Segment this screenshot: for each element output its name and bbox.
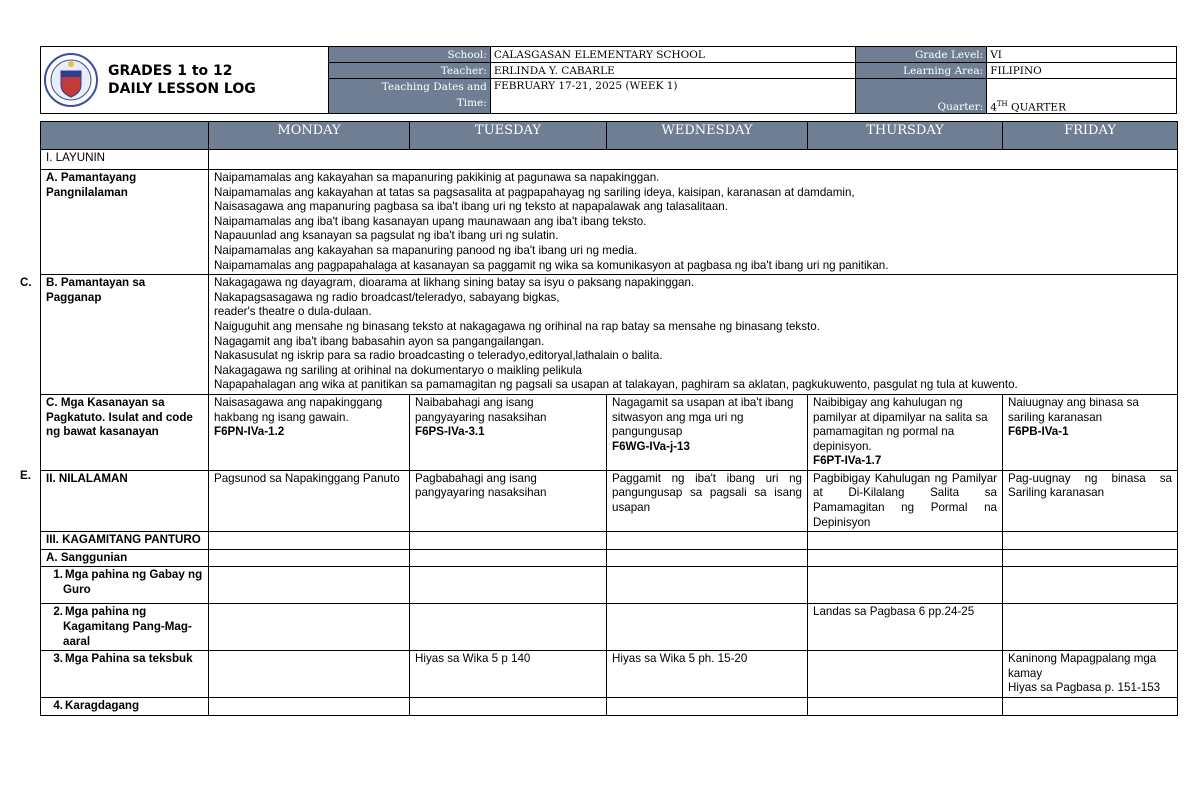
kasanayan-friday (1003, 394, 1178, 470)
karagdagang-cell (808, 698, 1003, 716)
karagdagang-cell (209, 698, 410, 716)
pagganap-line: Nakapagsasagawa ng radio broadcast/teleradyo, sabayang bigkas, (214, 290, 560, 304)
karagdagang-label (41, 698, 209, 716)
teaching-dates-label-1: Teaching Dates and (381, 81, 487, 94)
pamantayang-line: Naisasagawa ang mapanuring pagbasa sa iba't ibang uri ng teksto at napapalawak ang talasalitaan. (214, 200, 728, 214)
nilalaman-wednesday: Paggamit ng iba't ibang uri ng pangungusap sa pagsali sa isang usapan (607, 470, 808, 531)
pagganap-line: Napapahalagan ang wika at panitikan sa pamamagitan ng pagsali sa usapan at talakayan, paghiram sa aklatan, pagkukuwento, pasgulat ng tula at kuwento. (214, 378, 1018, 392)
pagganap-line: Nakagagawa ng dayagram, dioarama at likhang sining batay sa isyu o paksang napakinggan. (214, 276, 695, 290)
sanggunian-cell (808, 549, 1003, 567)
sanggunian-cell (209, 549, 410, 567)
teaching-dates-label (329, 79, 491, 114)
item-number: 2. (53, 605, 63, 619)
kasanayan-code: F6PN-IVa-1.2 (214, 425, 285, 439)
side-marker-e: E. (20, 469, 31, 482)
school-value: CALASGASAN ELEMENTARY SCHOOL (490, 47, 856, 63)
pamantayang-line: Naipamamalas ang kakayahan sa mapanuring panood ng iba't ibang uri ng media. (214, 243, 638, 257)
sanggunian-cell (410, 549, 607, 567)
kagamitang-pang-mag-aaral-label (41, 604, 209, 651)
pagganap-line: Naiguguhit ang mensahe ng binasang teksto at nakagagawa ng orihinal na rap batay sa mensahe ng binasang teksto. (214, 319, 820, 333)
kasanayan-text: Naiuugnay ang binasa sa sariling karanasan (1008, 395, 1139, 424)
teksbuk-cell (209, 651, 410, 698)
pamantayang-line: Naipamamalas ang kakayahan at tatas sa pagsasalita at pagpapahayag ng sariling ideya, kaisipan, karanasan at damdamin, (214, 185, 855, 199)
gabay-ng-guro-label (41, 567, 209, 604)
item-number: 4. (53, 699, 63, 712)
gabay-cell (607, 567, 808, 604)
kasanayan-text: Naisasagawa ang napakinggang hakbang ng isang gawain. (214, 395, 383, 424)
pagganap-line: reader's theatre o dula-dulaan. (214, 305, 372, 319)
item-number: 1. (53, 568, 63, 582)
day-header-wednesday: WEDNESDAY (607, 122, 808, 150)
kasanayan-tuesday (410, 394, 607, 470)
pamantayan-sa-pagganap-label: B. Pamantayan sa Pagganap (41, 275, 209, 395)
kasanayan-wednesday (607, 394, 808, 470)
pagganap-line: Nagagamit ang iba't ibang babasahin ayon sa pangangailangan. (214, 334, 545, 348)
kagamitang-cell (1003, 532, 1178, 550)
teksbuk-text: Mga Pahina sa teksbuk (65, 652, 193, 666)
corner-header (41, 122, 209, 150)
school-label: School: (329, 47, 491, 63)
kasanayan-code: F6PS-IVa-3.1 (415, 425, 485, 439)
kagamitan-cell (1003, 604, 1178, 651)
kasanayan-label: C. Mga Kasanayan sa Pagkatuto. Isulat and code ng bawat kasanayan (41, 394, 209, 470)
layunin-cell (209, 150, 1178, 170)
deped-seal-icon (44, 53, 98, 107)
grade-level-value: VI (987, 47, 1177, 63)
lesson-info-table (328, 46, 1177, 114)
karagdagang-text: Karagdagang (65, 699, 140, 712)
gabay-cell (209, 567, 410, 604)
kagamitang-cell (209, 532, 410, 550)
quarter-number: 4 (990, 101, 997, 113)
pagganap-line: Nakagagawa ng sariling at orihinal na dokumentaryo o maikling pelikula (214, 363, 582, 377)
teacher-value: ERLINDA Y. CABARLE (490, 63, 856, 79)
kagamitan-cell (209, 604, 410, 651)
teksbuk-friday-line: Hiyas sa Pagbasa p. 151-153 (1008, 681, 1161, 695)
teaching-dates-label-2: Time: (456, 97, 487, 110)
kasanayan-thursday (808, 394, 1003, 470)
karagdagang-cell (1003, 698, 1178, 716)
quarter-suffix: TH (996, 99, 1008, 108)
title-line-2: DAILY LESSON LOG (108, 81, 256, 97)
gabay-ng-guro-text: Mga pahina ng Gabay ng Guro (63, 568, 203, 597)
kasanayan-code: F6PT-IVa-1.7 (813, 454, 882, 468)
nilalaman-thursday: Pagbibigay Kahulugan ng Pamilyar at Di-Kilalang Salita sa Pamamagitan ng Pormal na Depinisyon (808, 470, 1003, 531)
pamantayang-line: Naipamamalas ang kakayahan sa mapanuring pakikinig at pagunawa sa napakinggan. (214, 171, 660, 184)
pamantayang-line: Naipamamalas ang iba't ibang kasanayan upang maunawaan ang iba't ibang teksto. (214, 214, 647, 228)
sanggunian-cell (607, 549, 808, 567)
pamantayang-pangnilalaman-label: A. Pamantayang Pangnilalaman (41, 170, 209, 275)
learning-area-value: FILIPINO (987, 63, 1177, 79)
title-line-1: GRADES 1 to 12 (108, 63, 233, 79)
pamantayang-line: Naipamamalas ang pagpapahalaga at kasanayan sa paggamit ng wika sa komunikasyon at pagbasa ng iba't ibang uri ng panitikan. (214, 258, 889, 272)
daily-lesson-table (40, 121, 1178, 716)
kasanayan-code: F6PB-IVa-1 (1008, 425, 1069, 439)
quarter-label: Quarter: (856, 79, 987, 114)
teksbuk-friday (1003, 651, 1178, 698)
item-number: 3. (53, 652, 63, 666)
kagamitang-panturo-label: III. KAGAMITANG PANTURO (41, 532, 209, 550)
karagdagang-cell (607, 698, 808, 716)
kasanayan-monday (209, 394, 410, 470)
sanggunian-cell (1003, 549, 1178, 567)
karagdagang-cell (410, 698, 607, 716)
teksbuk-friday-line: Kaninong Mapagpalang mga kamay (1008, 652, 1157, 680)
gabay-cell (808, 567, 1003, 604)
quarter-word: QUARTER (1007, 101, 1067, 113)
kasanayan-text: Nagagamit sa usapan at iba't ibang sitwasyon ang mga uri ng pangungusap (612, 395, 794, 439)
pamantayang-line: Napauunlad ang ksanayan sa pagsulat ng iba't ibang uri ng sulatin. (214, 229, 559, 243)
sanggunian-label: A. Sanggunian (41, 549, 209, 567)
pamantayang-pangnilalaman-content (209, 170, 1178, 275)
teacher-label: Teacher: (329, 63, 491, 79)
kagamitang-cell (607, 532, 808, 550)
kagamitang-cell (410, 532, 607, 550)
kagamitang-cell (808, 532, 1003, 550)
page-title (108, 62, 256, 98)
nilalaman-monday: Pagsunod sa Napakinggang Panuto (209, 470, 410, 531)
side-marker-c: C. (20, 276, 32, 289)
gabay-cell (1003, 567, 1178, 604)
kasanayan-text: Naibibigay ang kahulugan ng pamilyar at dipamilyar na salita sa pamamagitan ng pormal na depinisyon. (813, 395, 988, 453)
kagamitan-cell (410, 604, 607, 651)
teksbuk-tuesday: Hiyas sa Wika 5 p 140 (410, 651, 607, 698)
day-header-monday: MONDAY (209, 122, 410, 150)
kasanayan-code: F6WG-IVa-j-13 (612, 439, 690, 453)
nilalaman-tuesday: Pagbabahagi ang isang pangyayaring nasaksihan (410, 470, 607, 531)
pamantayan-sa-pagganap-content (209, 275, 1178, 395)
quarter-value (987, 79, 1177, 114)
kagamitan-cell (607, 604, 808, 651)
kagamitang-pang-mag-aaral-text: Mga pahina ng Kagamitang Pang-Mag-aaral (63, 605, 192, 648)
grade-level-label: Grade Level: (856, 47, 987, 63)
teaching-dates-value: FEBRUARY 17-21, 2025 (WEEK 1) (490, 79, 856, 114)
kagamitan-thursday: Landas sa Pagbasa 6 pp.24-25 (808, 604, 1003, 651)
pagganap-line: Nakasusulat ng iskrip para sa radio broadcasting o teleradyo,editoryal,lathalain o balita. (214, 349, 663, 363)
day-header-tuesday: TUESDAY (410, 122, 607, 150)
learning-area-label: Learning Area: (856, 63, 987, 79)
nilalaman-label: II. NILALAMAN (41, 470, 209, 531)
teksbuk-cell (808, 651, 1003, 698)
day-header-thursday: THURSDAY (808, 122, 1003, 150)
teksbuk-wednesday: Hiyas sa Wika 5 ph. 15-20 (607, 651, 808, 698)
kasanayan-text: Naibabahagi ang isang pangyayaring nasaksihan (415, 395, 547, 424)
gabay-cell (410, 567, 607, 604)
layunin-label: I. LAYUNIN (41, 150, 209, 170)
nilalaman-friday: Pag-uugnay ng binasa sa Sariling karanasan (1003, 470, 1178, 531)
teksbuk-label (41, 651, 209, 698)
day-header-friday: FRIDAY (1003, 122, 1178, 150)
